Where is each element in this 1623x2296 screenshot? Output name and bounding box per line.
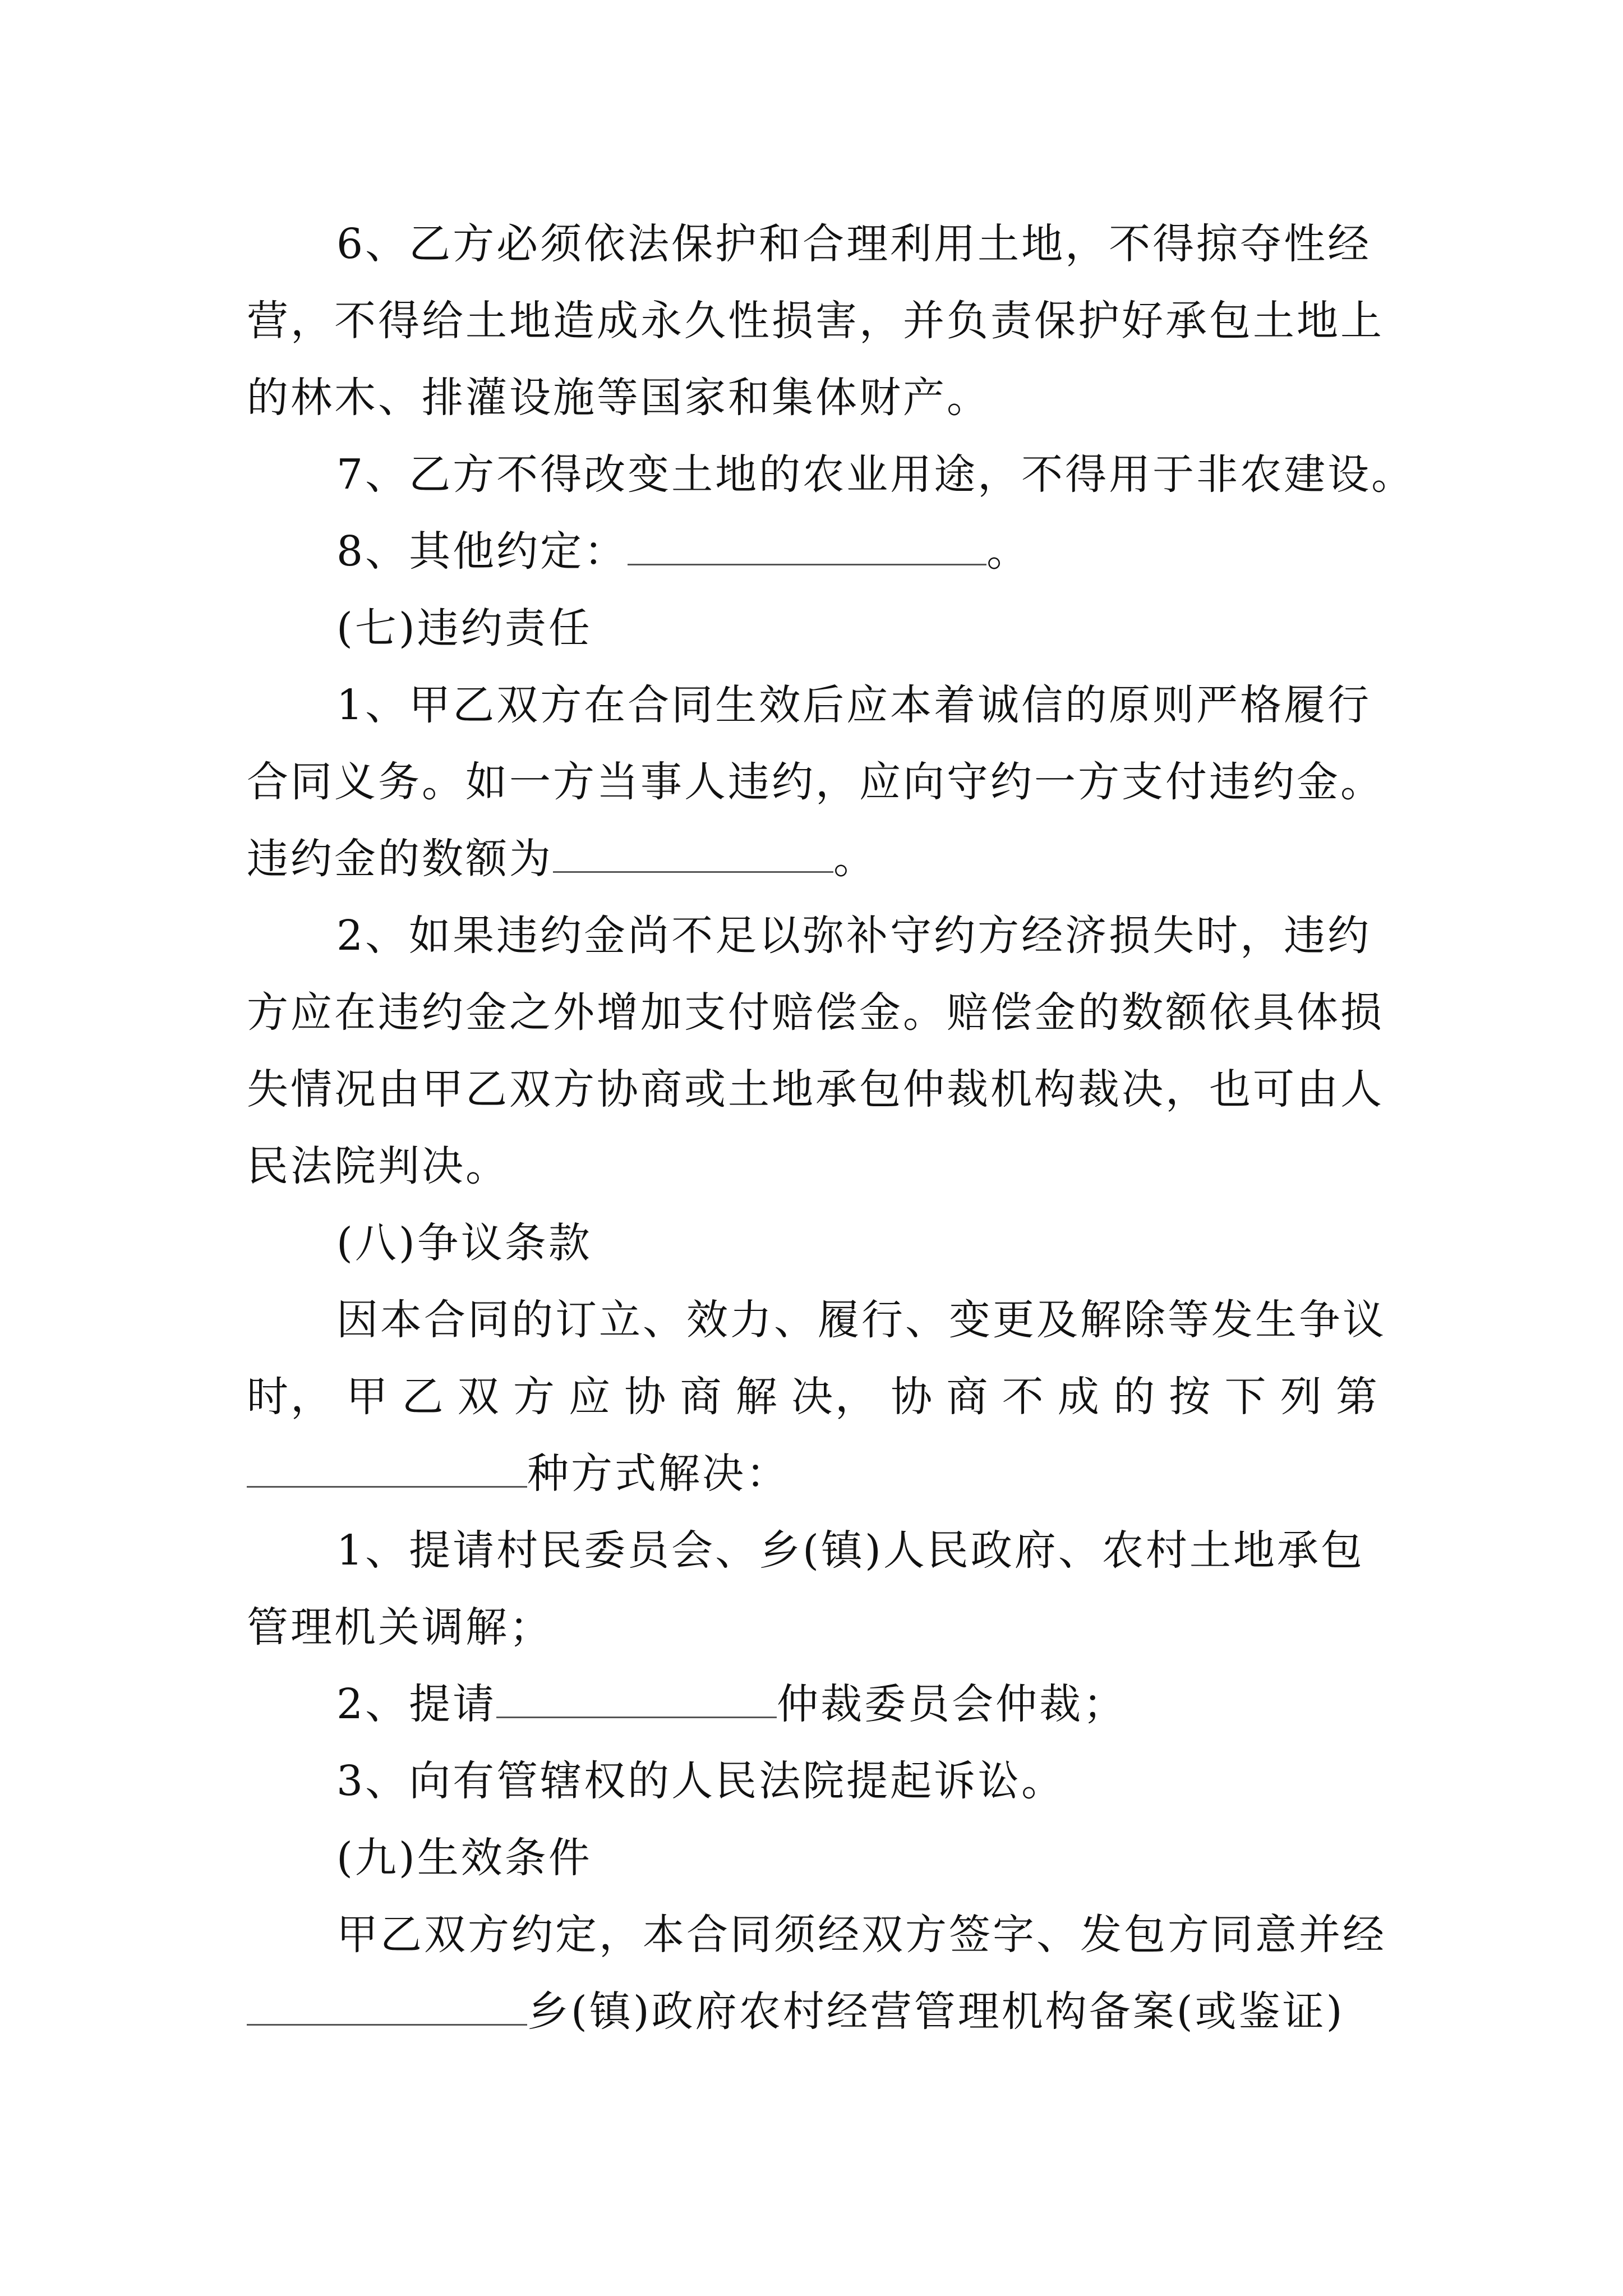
spread-char: 商: [946, 1373, 990, 1421]
section-8-heading: (八)争议条款: [336, 1219, 592, 1267]
spread-char: 双: [457, 1373, 501, 1421]
clause-6-line-3: 的林木、排灌设施等国家和集体财产。: [247, 374, 990, 422]
dispute-option-3: 3、向有管辖权的人民法院提起诉讼。: [336, 1757, 1066, 1805]
penalty-amount-end: 。: [833, 835, 877, 883]
dispute-intro-line-1: 因本合同的订立、效力、履行、变更及解除等发生争议: [336, 1296, 1386, 1344]
clause-6-line-2: 营，不得给土地造成永久性损害，并负责保护好承包土地上: [247, 297, 1384, 345]
dispute-intro-line-2: [247, 1355, 1380, 1439]
penalty-amount-label: 违约金的数额为: [247, 835, 553, 883]
spread-char: 决，: [791, 1373, 879, 1421]
liability-2-line-3: 失情况由甲乙双方协商或土地承包仲裁机构裁决，也可由人: [247, 1065, 1384, 1114]
section-7-heading: (七)违约责任: [336, 604, 592, 652]
penalty-amount-blank: [553, 835, 833, 873]
filing-agency-text: 乡(镇)政府农村经营管理机构备案(或鉴证): [527, 1987, 1345, 2036]
spread-char: 应: [569, 1373, 613, 1421]
arbitration-label: 2、提请: [336, 1680, 497, 1728]
arbitration-suffix: 仲裁委员会仲裁；: [777, 1680, 1127, 1728]
spread-char: 列: [1280, 1373, 1324, 1421]
effect-line-1: 甲乙双方约定，本合同须经双方签字、发包方同意并经: [336, 1911, 1386, 1959]
effect-line-2: [247, 1970, 1344, 2054]
liability-2-line-1: 2、如果违约金尚不足以弥补守约方经济损失时，违约: [336, 912, 1372, 960]
dispute-intro-line-3: [247, 1432, 790, 1516]
spread-char: 解: [735, 1373, 780, 1421]
resolution-option-label: 种方式解决：: [527, 1450, 790, 1498]
spread-char: 的: [1113, 1373, 1158, 1421]
liability-1-line-3: [247, 817, 877, 901]
clause-8-label: 8、其他约定：: [336, 527, 628, 576]
liability-1-line-1: 1、甲乙双方在合同生效后应本着诚信的原则严格履行: [336, 681, 1372, 729]
other-terms-blank: [628, 528, 986, 565]
clause-6-line-1: 6、乙方必须依法保护和合理利用土地，不得掠夺性经: [336, 220, 1372, 268]
resolution-option-blank: [247, 1450, 527, 1488]
dispute-option-1-line-1: 1、提请村民委员会、乡(镇)人民政府、农村土地承包: [336, 1526, 1364, 1575]
clause-8: [336, 509, 1030, 593]
spread-char: 按: [1169, 1373, 1213, 1421]
spread-char: 商: [680, 1373, 724, 1421]
township-blank: [247, 1988, 527, 2026]
spread-char: 下: [1224, 1373, 1269, 1421]
spread-char: 成: [1057, 1373, 1101, 1421]
dispute-option-2: [336, 1662, 1127, 1746]
spread-char: 第: [1335, 1373, 1380, 1421]
clause-8-end: 。: [986, 527, 1031, 576]
spread-char: 甲: [346, 1373, 390, 1421]
arbitration-committee-blank: [496, 1681, 777, 1718]
clause-7: 7、乙方不得改变土地的农业用途，不得用于非农建设。: [336, 450, 1415, 499]
dispute-option-1-line-2: 管理机关调解；: [247, 1603, 553, 1651]
spread-char: 协: [891, 1373, 935, 1421]
spread-char: 方: [513, 1373, 557, 1421]
spread-char: 时，: [247, 1373, 334, 1421]
liability-2-line-2: 方应在违约金之外增加支付赔偿金。赔偿金的数额依具体损: [247, 988, 1384, 1037]
liability-1-line-2: 合同义务。如一方当事人违约，应向守约一方支付违约金。: [247, 758, 1384, 806]
section-9-heading: (九)生效条件: [336, 1834, 592, 1882]
spread-char: 乙: [402, 1373, 446, 1421]
spread-char: 协: [624, 1373, 668, 1421]
liability-2-line-4: 民法院判决。: [247, 1142, 509, 1190]
spread-char: 不: [1002, 1373, 1046, 1421]
